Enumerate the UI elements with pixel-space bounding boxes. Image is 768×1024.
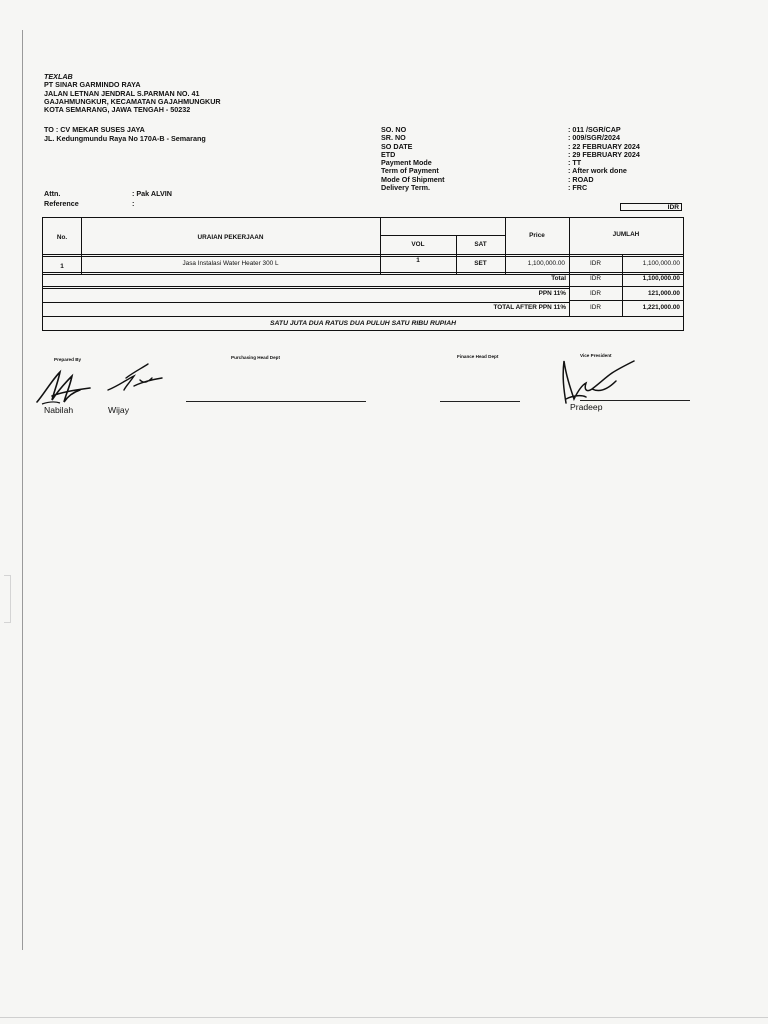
- summary-total-amount: 1,100,000.00: [642, 275, 680, 282]
- recipient-address: JL. Kedungmundu Raya No 170A-B - Semarang: [44, 133, 206, 143]
- prepared-by-title: Prepared By: [54, 357, 82, 362]
- meta-value-so-no: : 011 /SGR/CAP: [568, 125, 621, 134]
- company-name: PT SINAR GARMINDO RAYA: [44, 80, 141, 90]
- meta-value-etd: : 29 FEBRUARY 2024: [568, 149, 640, 159]
- meta-label-so-no: SO. NO: [381, 125, 407, 134]
- recipient-block: [44, 126, 206, 143]
- currency-box: IDR: [620, 203, 682, 211]
- signature-wijay: [104, 360, 168, 396]
- summary-grand-total-currency: IDR: [589, 304, 601, 311]
- header-sat: SAT: [474, 241, 487, 248]
- meta-value-sr-no: : 009/SGR/2024: [568, 133, 620, 143]
- meta-value-so-date: : 22 FEBRUARY 2024: [568, 141, 640, 151]
- header-amount: JUMLAH: [612, 231, 640, 238]
- meta-label-so-date: SO DATE: [381, 141, 413, 151]
- row-1-no: 1: [60, 263, 64, 270]
- meta-label-etd: ETD: [381, 149, 396, 159]
- attn-label: Attn.: [44, 189, 61, 198]
- signer-name-nabilah: Nabilah: [44, 405, 74, 415]
- company-block: [44, 73, 221, 114]
- meta-label-term-of-payment: Term of Payment: [381, 166, 439, 176]
- meta-value-payment-mode: : TT: [568, 158, 582, 168]
- summary-ppn-label: PPN 11%: [538, 290, 566, 297]
- attention-block: [44, 189, 172, 209]
- scan-bottom-edge: [0, 1017, 768, 1018]
- row-1-vol: 1: [416, 257, 420, 264]
- purchasing-head-title: Purchasing Head Dept: [231, 355, 281, 360]
- reference-value: :: [132, 199, 135, 208]
- meta-value-mode-of-shipment: : ROAD: [568, 174, 594, 184]
- amount-in-words: SATU JUTA DUA RATUS DUA PULUH SATU RIBU RUPIAH: [269, 320, 457, 327]
- attn-value: : Pak ALVIN: [132, 189, 172, 198]
- header-price: Price: [529, 232, 545, 239]
- reference-label: Reference: [44, 199, 79, 208]
- header-vol: VOL: [411, 241, 425, 248]
- row-1-price: 1,100,000.00: [527, 260, 565, 267]
- summary-total-currency: IDR: [589, 275, 601, 282]
- meta-label-mode-of-shipment: Mode Of Shipment: [381, 174, 445, 184]
- signature-nabilah: [34, 366, 94, 408]
- meta-label-delivery-term: Delivery Term.: [381, 183, 431, 193]
- scan-mark: [4, 575, 11, 623]
- company-address-line-2: GAJAHMUNGKUR, KECAMATAN GAJAHMUNGKUR: [44, 96, 221, 106]
- vice-president-title: Vice President: [580, 353, 612, 358]
- company-city: KOTA SEMARANG, JAWA TENGAH - 50232: [44, 105, 191, 115]
- header-description: URAIAN PEKERJAAN: [197, 234, 264, 241]
- company-address-line-1: JALAN LETNAN JENDRAL S.PARMAN NO. 41: [44, 88, 200, 98]
- order-meta-values: [568, 126, 640, 192]
- signer-name-pradeep: Pradeep: [570, 402, 603, 412]
- recipient-name: TO : CV MEKAR SUSES JAYA: [44, 125, 145, 134]
- signer-name-wijay: Wijay: [108, 405, 130, 415]
- work-items-table: [42, 217, 684, 331]
- row-1-sat: SET: [474, 260, 487, 267]
- meta-label-sr-no: SR. NO: [381, 133, 406, 143]
- scan-page-edge: [22, 30, 23, 950]
- header-no: No.: [56, 234, 68, 241]
- row-1-description: Jasa Instalasi Water Heater 300 L: [182, 260, 279, 267]
- meta-value-term-of-payment: : After work done: [568, 166, 627, 176]
- meta-value-delivery-term: : FRC: [568, 183, 588, 193]
- meta-label-payment-mode: Payment Mode: [381, 158, 432, 168]
- vice-president-signature-line: [580, 400, 690, 401]
- summary-grand-total-amount: 1,221,000.00: [642, 304, 680, 311]
- purchasing-head-signature-line: [186, 401, 366, 402]
- summary-ppn-amount: 121,000.00: [648, 290, 680, 297]
- summary-ppn-currency: IDR: [589, 290, 601, 297]
- company-brand: TEXLAB: [44, 72, 73, 81]
- summary-total-label: Total: [551, 275, 566, 282]
- summary-grand-total-label: TOTAL AFTER PPN 11%: [493, 304, 566, 311]
- order-meta-labels: [381, 126, 445, 192]
- finance-head-title: Finance Head Dept: [457, 354, 499, 359]
- finance-head-signature-line: [440, 401, 520, 402]
- row-1-amount: 1,100,000.00: [642, 260, 680, 267]
- row-1-currency: IDR: [589, 260, 601, 267]
